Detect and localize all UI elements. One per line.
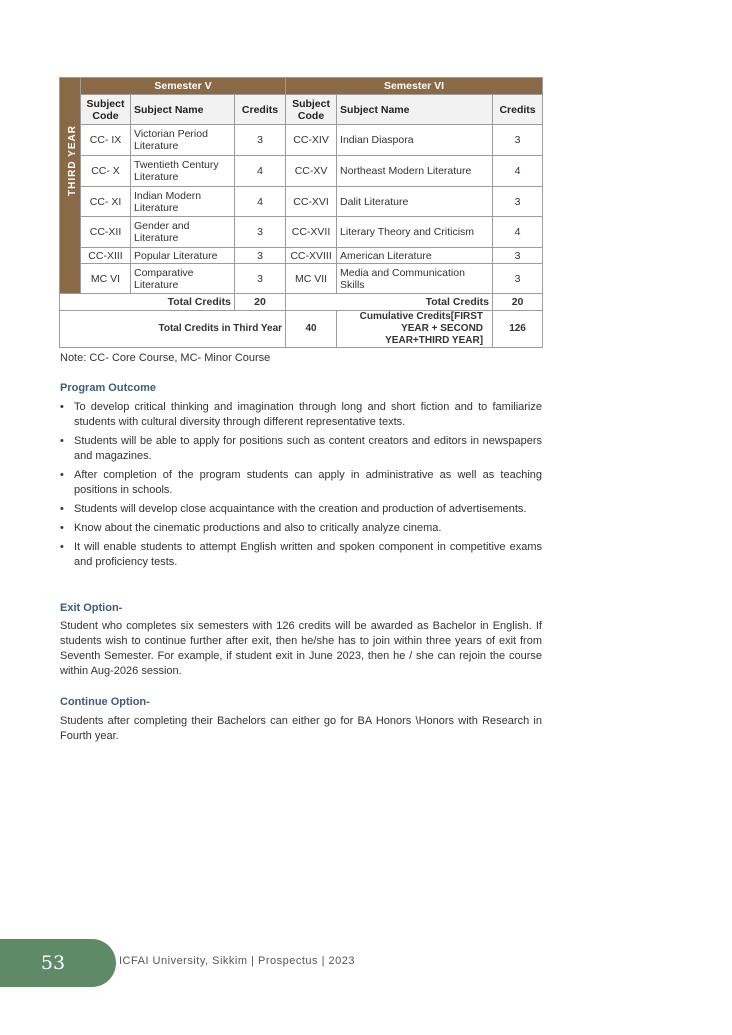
subject-credits: 3 xyxy=(235,264,286,294)
continue-option-text: Students after completing their Bachelors can either go for BA Honors \Honors with Research in Fourth year. xyxy=(60,715,542,742)
subject-credits: 4 xyxy=(493,217,543,248)
subject-code: CC-XIV xyxy=(286,125,337,156)
list-item: • Know about the cinematic productions and also to critically analyze cinema. xyxy=(60,522,442,534)
subject-code: CC-XII xyxy=(81,217,131,248)
program-outcome-list xyxy=(60,400,542,574)
list-item: • Students will be able to apply for positions such as content creators and editors in newspapers and magazines. xyxy=(60,435,542,462)
subject-code: MC VII xyxy=(286,264,337,294)
subject-name: Literary Theory and Criticism xyxy=(337,217,493,248)
total-credits-label: Total Credits xyxy=(60,294,235,311)
bullet-icon: • xyxy=(60,503,64,515)
subject-code: CC-XVII xyxy=(286,217,337,248)
bullet-icon: • xyxy=(60,435,64,447)
subject-credits: 4 xyxy=(235,187,286,217)
subject-credits: 4 xyxy=(493,156,543,187)
exit-option-title: Exit Option- xyxy=(60,602,123,614)
subject-code: CC- X xyxy=(81,156,131,187)
subject-credits: 3 xyxy=(493,125,543,156)
exit-option-text: Student who completes six semesters with 126 credits will be awarded as Bachelor in English. If students wish to continue further after exit, then he/she has to join within three years of exit from Seventh Semester. For example, if student exit in June 2023, then he / she can rejoin the course within Aug-2026 session. xyxy=(60,620,542,677)
list-item: • Students will develop close acquaintance with the creation and production of advertisements. xyxy=(60,503,527,515)
total-credits-v: 20 xyxy=(235,294,286,311)
subject-code: CC- IX xyxy=(81,125,131,156)
col-credits: Credits xyxy=(493,95,543,125)
third-year-credits-table xyxy=(59,77,543,348)
subject-code: MC VI xyxy=(81,264,131,294)
list-item: • After completion of the program students can apply in administrative as well as teaching positions in schools. xyxy=(60,469,542,496)
table-row xyxy=(60,248,543,264)
bullet-icon: • xyxy=(60,522,64,534)
subject-name: Popular Literature xyxy=(131,248,235,264)
cumulative-value: 126 xyxy=(493,311,543,348)
cumulative-row xyxy=(60,311,543,348)
bullet-icon: • xyxy=(60,469,64,481)
subject-code: CC-XV xyxy=(286,156,337,187)
subject-credits: 3 xyxy=(493,264,543,294)
total-credits-vi: 20 xyxy=(493,294,543,311)
subject-credits: 4 xyxy=(235,156,286,187)
subject-code: CC-XVIII xyxy=(286,248,337,264)
list-item: • To develop critical thinking and imagination through long and short fiction and to familiarize students with cultural diversity through different representative texts. xyxy=(60,401,542,428)
subject-code: CC- XI xyxy=(81,187,131,217)
table-row xyxy=(60,125,543,156)
semester-v-header: Semester V xyxy=(81,78,286,95)
table-row xyxy=(60,187,543,217)
total-credits-label: Total Credits xyxy=(286,294,493,311)
subject-name: Comparative Literature xyxy=(131,264,235,294)
semester-vi-header: Semester VI xyxy=(286,78,543,95)
subject-name: Dalit Literature xyxy=(337,187,493,217)
subject-credits: 3 xyxy=(493,248,543,264)
third-year-total-label: Total Credits in Third Year xyxy=(60,311,286,348)
program-outcome-title: Program Outcome xyxy=(60,382,156,394)
subject-name: American Literature xyxy=(337,248,493,264)
table-row xyxy=(60,217,543,248)
footer-text: ICFAI University, Sikkim | Prospectus | 2023 xyxy=(119,955,355,967)
continue-option-title: Continue Option- xyxy=(60,696,150,708)
col-credits: Credits xyxy=(235,95,286,125)
col-subject-name: Subject Name xyxy=(337,95,493,125)
third-year-total-value: 40 xyxy=(286,311,337,348)
subject-name: Twentieth Century Literature xyxy=(131,156,235,187)
subject-credits: 3 xyxy=(493,187,543,217)
table-note: Note: CC- Core Course, MC- Minor Course xyxy=(60,352,271,364)
column-headers xyxy=(60,95,543,125)
table-row xyxy=(60,264,543,294)
subject-credits: 3 xyxy=(235,125,286,156)
subject-name: Northeast Modern Literature xyxy=(337,156,493,187)
subject-name: Indian Diaspora xyxy=(337,125,493,156)
list-item: • It will enable students to attempt English written and spoken component in competitive exams and proficiency tests. xyxy=(60,541,542,568)
year-label: THIRD YEAR xyxy=(67,124,78,196)
col-subject-name: Subject Name xyxy=(131,95,235,125)
col-subject-code: Subject Code xyxy=(286,95,337,125)
total-credits-row xyxy=(60,294,543,311)
cumulative-label-cell xyxy=(337,311,493,348)
bullet-icon: • xyxy=(60,541,64,553)
subject-name: Gender and Literature xyxy=(131,217,235,248)
year-label-cell xyxy=(60,78,81,294)
subject-credits: 3 xyxy=(235,248,286,264)
col-subject-code: Subject Code xyxy=(81,95,131,125)
table-row xyxy=(60,156,543,187)
subject-code: CC-XVI xyxy=(286,187,337,217)
bullet-icon: • xyxy=(60,401,64,413)
subject-name: Victorian Period Literature xyxy=(131,125,235,156)
subject-code: CC-XIII xyxy=(81,248,131,264)
page-number: 53 xyxy=(40,952,66,974)
subject-name: Media and Communication Skills xyxy=(337,264,493,294)
subject-name: Indian Modern Literature xyxy=(131,187,235,217)
page-number-badge xyxy=(0,939,116,987)
subject-credits: 3 xyxy=(235,217,286,248)
cumulative-label: Cumulative Credits[FIRST YEAR + SECOND YEAR+THIRD YEAR] xyxy=(359,311,484,346)
